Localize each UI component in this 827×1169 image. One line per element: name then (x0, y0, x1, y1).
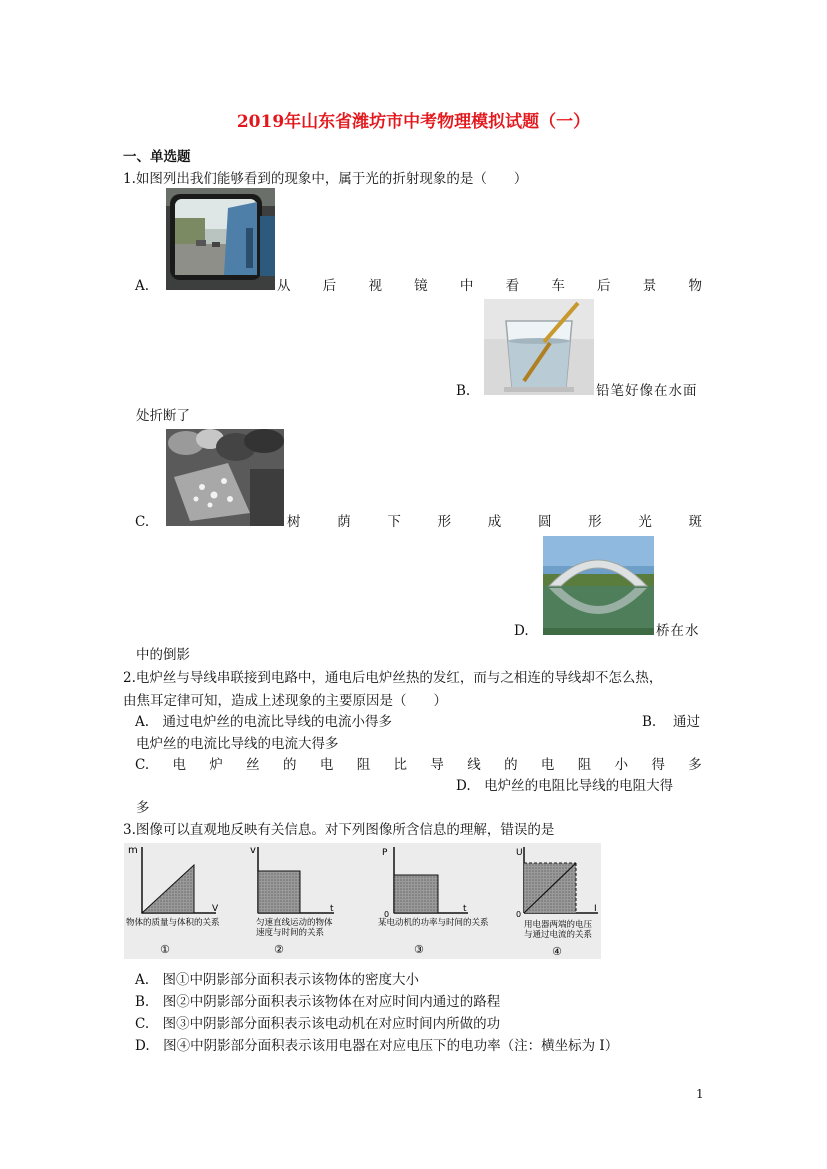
q2-option-b-label: B. (642, 714, 657, 730)
q1-option-c-text: 树 荫 下 形 成 圆 形 光 斑 (287, 514, 702, 530)
graph-4-number: ④ (552, 945, 562, 958)
graph-2 (250, 845, 334, 956)
graph-2-caption-line2: 速度与时间的关系 (256, 928, 325, 938)
graph-3 (378, 847, 489, 956)
graph-1-y-label: m (128, 845, 138, 856)
graph-4-y-label: U (516, 848, 523, 858)
graph-2-y-label: v (250, 845, 256, 856)
graph-4 (516, 847, 598, 958)
q1-option-b-label: B. (456, 383, 471, 399)
graph-2-caption-line1: 匀速直线运动的物体 (256, 918, 333, 928)
bridge-reflection-image (543, 536, 654, 635)
graph-4-caption-line1: 用电器两端的电压 (524, 920, 593, 930)
graph-4-caption-line2: 与通过电流的关系 (524, 930, 593, 940)
graph-2-x-label: t (330, 904, 334, 914)
q2-option-a: A. 通过电炉丝的电流比导线的电流小得多 (135, 714, 393, 730)
q2-option-c: C. 电 炉 丝 的 电 阻 比 导 线 的 电 阻 小 得 多 (135, 757, 702, 773)
graph-4-origin: 0 (516, 910, 522, 919)
graph-3-x-label: t (463, 904, 467, 914)
q1-option-c-label: C. (135, 514, 150, 530)
page-title: 2019年山东省潍坊市中考物理模拟试题（一） (236, 112, 591, 132)
page-number: 1 (696, 1087, 704, 1101)
graph-2-number: ② (274, 943, 284, 956)
graph-1-x-label: V (212, 904, 219, 914)
q1-option-b-continued: 处折断了 (136, 408, 190, 424)
q3-graphs-figure (124, 843, 601, 959)
graph-1 (126, 845, 220, 956)
q3-option-a: A. 图①中阴影部分面积表示该物体的密度大小 (135, 972, 420, 988)
q1-option-b-text: 铅笔好像在水面 (596, 383, 698, 399)
graph-3-y-label: P (382, 848, 388, 858)
graph-3-origin: 0 (384, 910, 390, 919)
q3-stem: 3.图像可以直观地反映有关信息。对下列图像所含信息的理解，错误的是 (123, 822, 555, 838)
q1-option-a-text: 从 后 视 镜 中 看 车 后 景 物 (277, 278, 702, 294)
graph-3-number: ③ (414, 943, 424, 956)
graph-3-caption: 某电动机的功率与时间的关系 (378, 918, 489, 928)
graph-1-caption: 物体的质量与体积的关系 (126, 918, 220, 928)
q2-option-b-continued: 电炉丝的电流比导线的电流大得多 (136, 736, 339, 752)
q1-option-d-continued: 中的倒影 (136, 647, 190, 663)
q1-option-d-text: 桥在水 (656, 623, 700, 639)
pencil-in-water-image (484, 299, 594, 395)
graph-4-x-label: I (594, 904, 597, 914)
q1-option-d-label: D. (514, 623, 529, 639)
q2-stem-line1: 2.电炉丝与导线串联接到电路中，通电后电炉丝热的发红，而与之相连的导线却不怎么热， (123, 670, 663, 686)
graph-1-number: ① (160, 943, 170, 956)
q3-option-d: D. 图④中阴影部分面积表示该用电器在对应电压下的电功率（注：横坐标为 I） (135, 1038, 619, 1054)
tree-shade-light-spots-image (166, 429, 284, 526)
q2-option-d-continued: 多 (136, 800, 150, 816)
q3-option-c: C. 图③中阴影部分面积表示该电动机在对应时间内所做的功 (135, 1016, 501, 1032)
q1-option-a-label: A. (135, 278, 150, 294)
q2-stem-line2: 由焦耳定律可知，造成上述现象的主要原因是（ ） (123, 693, 447, 709)
q2-option-d: D. 电炉丝的电阻比导线的电阻大得 (456, 778, 674, 794)
q3-option-b: B. 图②中阴影部分面积表示该物体在对应时间内通过的路程 (135, 994, 501, 1010)
q2-option-b-text: 通过 (673, 714, 700, 730)
section-heading: 一、单选题 (123, 149, 191, 165)
q1-stem: 1.如图列出我们能够看到的现象中，属于光的折射现象的是（ ） (123, 171, 528, 187)
rearview-mirror-image (166, 188, 275, 290)
